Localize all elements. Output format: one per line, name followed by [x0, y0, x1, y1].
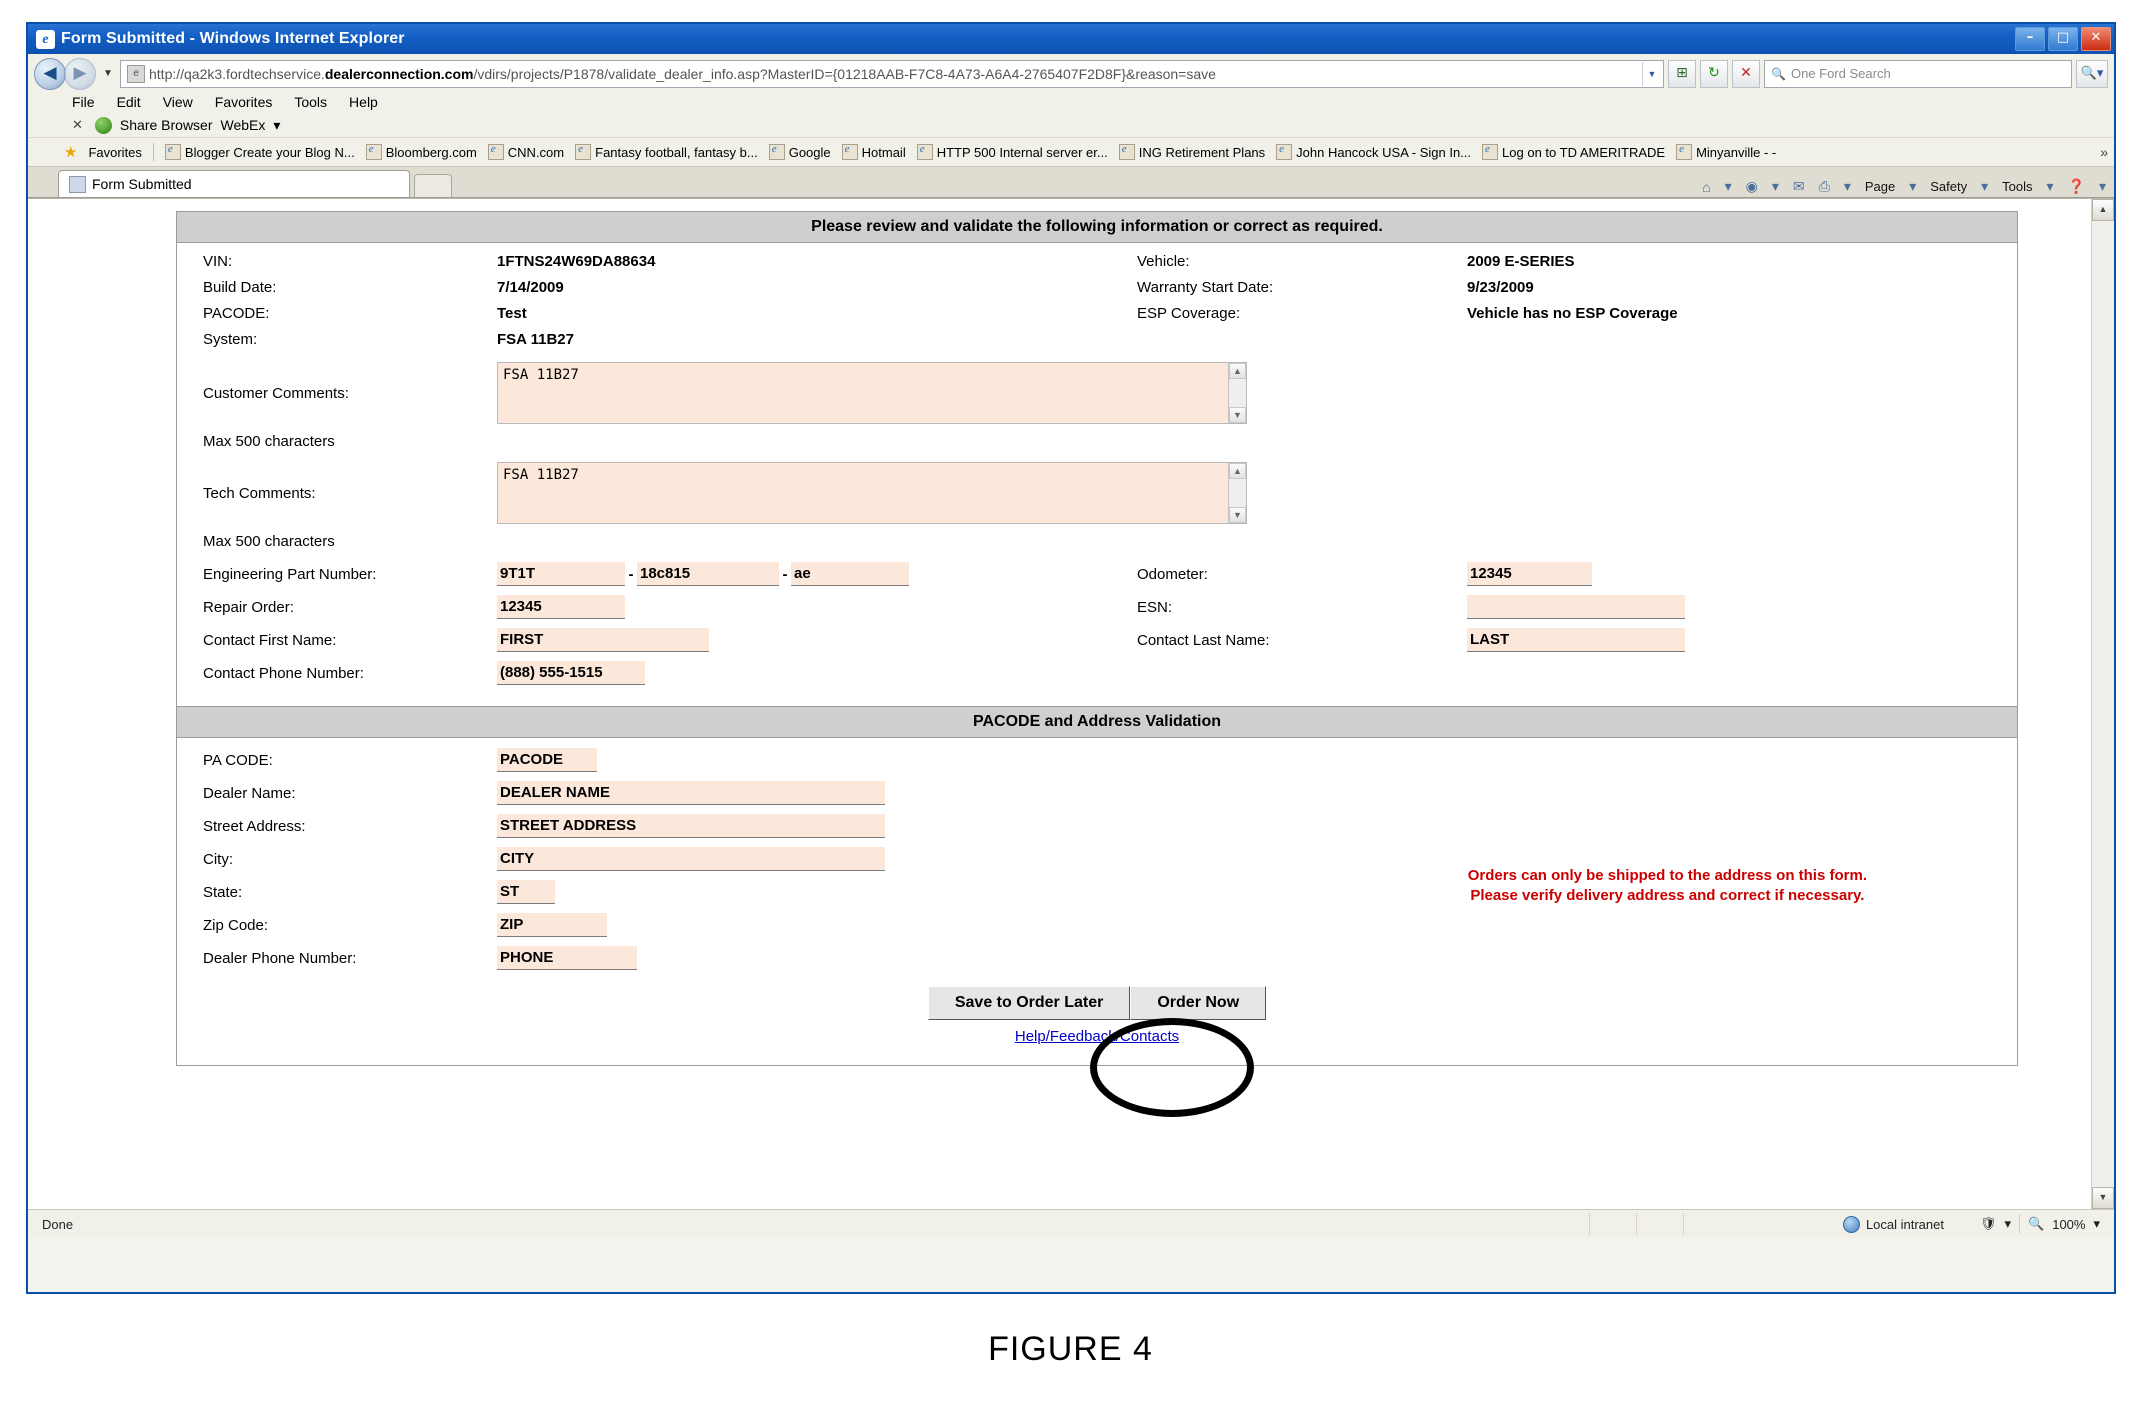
favorite-icon — [488, 144, 504, 160]
row-build-date — [177, 279, 2017, 296]
row-contact-name — [177, 628, 2017, 652]
window-title: Form Submitted - Windows Internet Explorer — [61, 30, 405, 47]
tab-strip — [28, 167, 2114, 198]
scroll-down-icon[interactable]: ▼ — [1229, 407, 1246, 423]
form-header: Please review and validate the following information or correct as required. — [177, 212, 2017, 243]
favorite-label: Minyanville - - — [1696, 144, 1777, 160]
favorite-item[interactable] — [769, 144, 831, 160]
esn-label: ESN: — [1137, 598, 1173, 616]
favorite-icon — [1119, 144, 1135, 160]
row-dealer-phone — [177, 946, 2017, 970]
search-placeholder: One Ford Search — [1790, 66, 1891, 81]
shipping-warning — [1468, 866, 1867, 907]
favorite-item[interactable] — [575, 144, 758, 160]
menu-view[interactable]: View — [162, 94, 193, 110]
tech-comments-wrap — [497, 462, 1247, 524]
page-menu[interactable]: Page — [1864, 179, 1896, 194]
epn-dash-2: - — [782, 565, 788, 583]
favorites-button[interactable]: Favorites — [88, 144, 142, 160]
warranty-start-label: Warranty Start Date: — [1137, 279, 1274, 296]
figure-caption: FIGURE 4 — [988, 1330, 1153, 1368]
favorite-icon — [1676, 144, 1692, 160]
security-zone[interactable] — [1843, 1216, 1944, 1233]
row-contact-phone — [177, 661, 2017, 685]
status-text: Done — [42, 1216, 74, 1232]
row-pa-code — [177, 748, 2017, 772]
row-customer-comments — [177, 362, 2017, 424]
chevron-down-icon[interactable]: ▾ — [1724, 178, 1732, 194]
contact-first-name-label: Contact First Name: — [203, 631, 337, 649]
tab-favicon-icon — [69, 176, 86, 193]
search-icon: 🔍 — [1771, 66, 1786, 81]
zip-code-label: Zip Code: — [203, 916, 269, 934]
chevron-down-icon[interactable]: ▾ — [273, 116, 281, 133]
repair-order-input[interactable] — [497, 595, 625, 619]
odometer-input[interactable] — [1467, 562, 1592, 586]
internet-explorer-icon: e — [36, 30, 55, 49]
favorite-icon — [769, 144, 785, 160]
favorite-label: John Hancock USA - Sign In... — [1296, 144, 1472, 160]
minimize-button[interactable]: – — [2015, 27, 2045, 51]
new-tab-button[interactable] — [414, 174, 452, 197]
menu-file[interactable]: File — [72, 94, 95, 110]
contact-last-name-input[interactable] — [1467, 628, 1685, 652]
epn-dash-1: - — [628, 565, 634, 583]
dealer-phone-input[interactable] — [497, 946, 637, 970]
esn-input[interactable] — [1467, 595, 1685, 619]
contact-last-name-label: Contact Last Name: — [1137, 631, 1270, 649]
status-segments — [1543, 1213, 1684, 1235]
status-bar — [28, 1209, 2114, 1238]
address-section — [177, 738, 2017, 1065]
favorite-label: CNN.com — [507, 144, 565, 160]
favorite-item[interactable] — [488, 144, 564, 160]
favorites-bar — [28, 138, 2114, 167]
search-go-button[interactable]: 🔍▾ — [2076, 60, 2108, 88]
favorite-icon — [575, 144, 591, 160]
favorite-item[interactable] — [842, 144, 906, 160]
favorite-icon — [917, 144, 933, 160]
back-button[interactable]: ◀ — [34, 58, 66, 90]
window-controls — [2015, 27, 2111, 51]
forward-button[interactable]: ▶ — [64, 58, 96, 90]
favorite-item[interactable] — [165, 144, 355, 160]
city-input[interactable] — [497, 847, 885, 871]
row-tech-comments — [177, 462, 2017, 524]
favorite-label: ING Retirement Plans — [1138, 144, 1266, 160]
state-label: State: — [203, 883, 243, 901]
repair-order-label: Repair Order: — [203, 598, 294, 616]
favorite-icon — [842, 144, 858, 160]
chevron-down-icon[interactable]: ▾ — [2093, 1216, 2100, 1231]
order-now-button[interactable]: Order Now — [1130, 986, 1266, 1020]
dealer-name-label: Dealer Name: — [203, 784, 296, 802]
pa-code-label: PA CODE: — [203, 751, 273, 769]
favorite-item[interactable] — [366, 144, 477, 160]
vertical-scrollbar[interactable] — [2091, 199, 2114, 1209]
favorite-item[interactable] — [1482, 144, 1665, 160]
tab-label: Form Submitted — [92, 176, 192, 192]
address-text: http://qa2k3.fordtechservice.dealerconnection.com/vdirs/projects/P1878/validate_dealer_info.asp?MasterID={01218AAB-F7C8-4A73-A6A4-2765407F2D8F}&reason=save — [149, 65, 1216, 82]
menu-tools[interactable]: Tools — [294, 94, 328, 110]
chevron-down-icon[interactable]: ▾ — [1909, 178, 1917, 194]
tech-comments-textarea[interactable] — [498, 463, 1220, 521]
chevron-down-icon[interactable]: ▾ — [2046, 178, 2054, 194]
chevron-down-icon[interactable]: ▾ — [1771, 178, 1779, 194]
favorite-icon — [366, 144, 382, 160]
webex-toolbar — [28, 113, 2114, 138]
engineering-part-number-label: Engineering Part Number: — [203, 565, 377, 583]
odometer-label: Odometer: — [1137, 565, 1208, 583]
site-favicon-icon: e — [127, 65, 145, 83]
shipping-warning-line2: Please verify delivery address and correct if necessary. — [1470, 887, 1865, 905]
esp-coverage-label: ESP Coverage: — [1137, 305, 1241, 322]
tab-form-submitted[interactable] — [58, 170, 410, 197]
help-feedback-contacts-link[interactable]: Help/Feedback/Contacts — [1014, 1028, 1180, 1045]
divider — [153, 143, 154, 161]
zoom-level: 100% — [2052, 1216, 2086, 1232]
protected-mode-icon: 🛡 — [1979, 1216, 1997, 1231]
row-system — [177, 331, 2017, 348]
system-label: System: — [203, 331, 258, 348]
favorites-overflow-icon[interactable]: » — [2100, 144, 2108, 160]
scroll-up-icon[interactable]: ▲ — [2092, 199, 2114, 221]
customer-comments-wrap — [497, 362, 1247, 424]
row-pacode — [177, 305, 2017, 322]
refresh-icon[interactable]: ↻ — [1700, 60, 1728, 88]
chevron-down-icon[interactable]: ▾ — [1981, 178, 1989, 194]
tech-comments-scrollbar[interactable] — [1228, 463, 1246, 523]
pacode-value: Test — [497, 305, 527, 322]
share-browser-button[interactable]: Share Browser — [119, 117, 213, 133]
webex-menu[interactable]: WebEx — [220, 117, 266, 133]
esp-coverage-value: Vehicle has no ESP Coverage — [1467, 305, 1678, 322]
favorite-item[interactable] — [1119, 144, 1265, 160]
contact-phone-input[interactable] — [497, 661, 645, 685]
customer-comments-textarea[interactable] — [498, 363, 1220, 421]
dealer-phone-label: Dealer Phone Number: — [203, 949, 357, 967]
favorite-item[interactable] — [917, 144, 1108, 160]
address-bar-row — [28, 54, 2114, 91]
scroll-up-icon[interactable]: ▲ — [1229, 363, 1246, 379]
compatibility-view-icon[interactable]: ⊞ — [1668, 60, 1696, 88]
menu-bar — [28, 91, 2114, 113]
epn-prefix-input[interactable] — [497, 562, 625, 586]
favorite-label: Fantasy football, fantasy b... — [595, 144, 758, 160]
divider — [2019, 1214, 2020, 1234]
dealer-name-input[interactable] — [497, 781, 885, 805]
chevron-down-icon[interactable]: ▾ — [1843, 178, 1851, 194]
favorite-label: Google — [788, 144, 831, 160]
contact-phone-label: Contact Phone Number: — [203, 664, 364, 682]
favorite-icon — [165, 144, 181, 160]
address-dropdown-icon[interactable]: ▼ — [1642, 62, 1661, 86]
browser-window — [26, 22, 2116, 1294]
vin-label: VIN: — [203, 253, 233, 270]
validation-form — [176, 211, 2018, 1066]
favorite-item[interactable] — [1276, 144, 1471, 160]
epn-middle-input[interactable] — [637, 562, 779, 586]
close-button[interactable]: ✕ — [2081, 27, 2111, 51]
customer-comments-max: Max 500 characters — [203, 433, 335, 450]
customer-comments-label: Customer Comments: — [203, 384, 349, 402]
row-engineering-part-number — [177, 562, 2017, 586]
scroll-down-icon[interactable]: ▼ — [1229, 507, 1246, 523]
status-segment — [1637, 1213, 1684, 1235]
mail-icon[interactable]: ✉ — [1792, 178, 1805, 194]
globe-icon — [1843, 1216, 1860, 1233]
star-icon: ★ — [64, 144, 78, 161]
chevron-down-icon[interactable]: ▾ — [2004, 1216, 2012, 1231]
row-zip — [177, 913, 2017, 937]
help-link-wrap — [177, 1028, 2017, 1059]
command-bar — [1702, 178, 2106, 195]
scroll-down-icon[interactable]: ▼ — [2092, 1187, 2114, 1209]
print-icon[interactable]: ⎙ — [1818, 178, 1830, 194]
address-input[interactable] — [120, 60, 1664, 88]
zip-code-input[interactable] — [497, 913, 607, 937]
zoom-control[interactable] — [1980, 1214, 2100, 1234]
favorite-label: Blogger Create your Blog N... — [184, 144, 355, 160]
build-date-value: 7/14/2009 — [497, 279, 564, 296]
page-content — [28, 198, 2114, 1209]
city-label: City: — [203, 850, 233, 868]
pa-code-input[interactable] — [497, 748, 597, 772]
warranty-start-value: 9/23/2009 — [1467, 279, 1534, 296]
row-repair-order — [177, 595, 2017, 619]
scroll-up-icon[interactable]: ▲ — [1229, 463, 1246, 479]
search-input[interactable] — [1764, 60, 2072, 88]
row-dealer-name — [177, 781, 2017, 805]
contact-first-name-field — [497, 628, 1137, 652]
status-segment — [1543, 1213, 1590, 1235]
state-input[interactable] — [497, 880, 555, 904]
favorite-icon — [1482, 144, 1498, 160]
pacode-label: PACODE: — [203, 305, 270, 322]
tech-comments-max: Max 500 characters — [203, 533, 335, 550]
menu-edit[interactable]: Edit — [116, 94, 141, 110]
system-value: FSA 11B27 — [497, 331, 574, 348]
save-to-order-later-button[interactable]: Save to Order Later — [928, 986, 1131, 1020]
row-street-address — [177, 814, 2017, 838]
stop-icon[interactable]: ✕ — [1732, 60, 1760, 88]
help-icon[interactable]: ❓ — [2067, 178, 2085, 194]
tech-comments-label: Tech Comments: — [203, 484, 316, 502]
tools-menu[interactable]: Tools — [2002, 179, 2033, 194]
street-address-label: Street Address: — [203, 817, 306, 835]
title-bar — [28, 24, 2114, 54]
section-header-pacode-address: PACODE and Address Validation — [177, 706, 2017, 738]
menu-help[interactable]: Help — [349, 94, 378, 110]
row-vin — [177, 253, 2017, 270]
shipping-warning-line1: Orders can only be shipped to the address on this form. — [1467, 867, 1867, 884]
contact-first-name-input[interactable] — [497, 628, 709, 652]
menu-favorites[interactable]: Favorites — [214, 94, 273, 110]
home-icon[interactable]: ⌂ — [1702, 178, 1711, 195]
maximize-button[interactable]: □ — [2048, 27, 2078, 51]
vehicle-label: Vehicle: — [1137, 253, 1190, 270]
safety-menu[interactable]: Safety — [1930, 179, 1968, 194]
vehicle-value: 2009 E-SERIES — [1467, 253, 1575, 270]
build-date-label: Build Date: — [203, 279, 277, 296]
zone-label: Local intranet — [1865, 1216, 1944, 1232]
history-dropdown-icon[interactable]: ▼ — [103, 67, 113, 79]
favorite-label: Hotmail — [861, 144, 906, 160]
favorite-label: Log on to TD AMERITRADE — [1502, 144, 1666, 160]
epn-suffix-input[interactable] — [791, 562, 909, 586]
engineering-part-number-group — [497, 562, 1137, 586]
status-segment — [1590, 1213, 1637, 1235]
favorite-label: HTTP 500 Internal server er... — [936, 144, 1108, 160]
webex-icon — [95, 117, 112, 134]
repair-order-field — [497, 595, 1137, 619]
favorite-label: Bloomberg.com — [385, 144, 477, 160]
favorite-icon — [1276, 144, 1292, 160]
chevron-down-icon[interactable]: ▾ — [2098, 178, 2106, 194]
zoom-icon: 🔍 — [2028, 1216, 2045, 1231]
form-body — [177, 243, 2017, 700]
street-address-input[interactable] — [497, 814, 885, 838]
customer-comments-scrollbar[interactable] — [1228, 363, 1246, 423]
feeds-icon[interactable]: ◉ — [1745, 178, 1758, 194]
close-toolbar-icon[interactable]: ✕ — [72, 117, 83, 132]
form-buttons — [177, 986, 2017, 1020]
favorite-item[interactable] — [1676, 144, 1776, 160]
vin-value: 1FTNS24W69DA88634 — [497, 253, 656, 270]
